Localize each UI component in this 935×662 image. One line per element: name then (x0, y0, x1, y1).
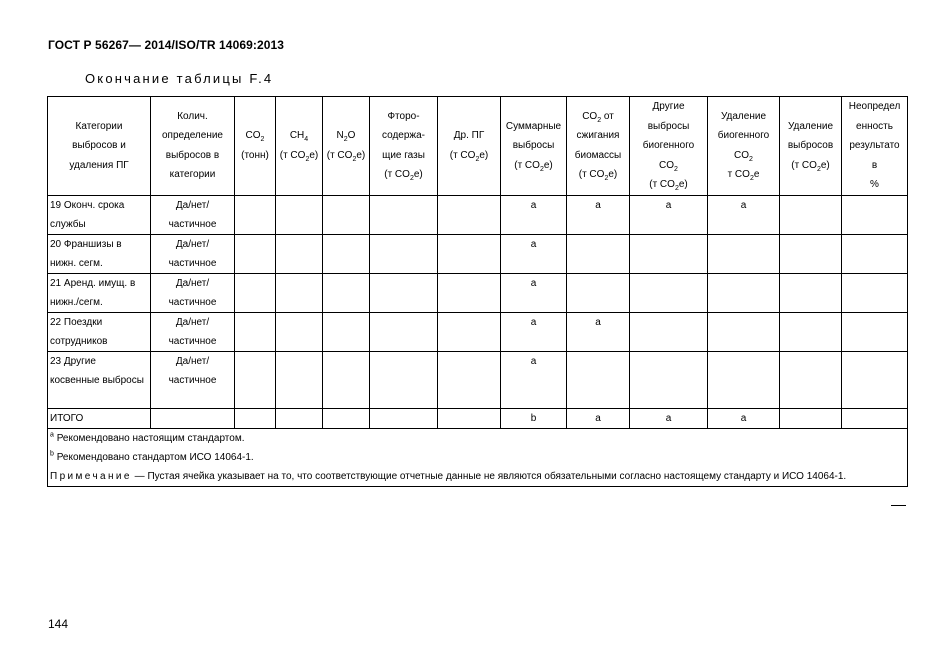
formula-text: $CO_2$ (734, 149, 753, 163)
col-header-category: Категории выбросов и удаления ПГ (48, 97, 151, 196)
value-cell (323, 351, 370, 408)
col-header-ch4 (276, 97, 323, 196)
category-cell: 20 Франшизы в нижн. сегм. (48, 234, 151, 273)
value-cell (276, 234, 323, 273)
note-text: — Пустая ячейка указывает на то, что соответствующие отчетные данные не являются обязательными согласно настоящему стандарту и ИСО 14064-1. (134, 470, 847, 482)
value-cell (780, 351, 842, 408)
value-cell (630, 273, 708, 312)
col-header-emission-removal: Удаление выбросов (т $CO_2e$) (780, 97, 842, 196)
col-header-co2: $CO_2$ (тонн) (235, 97, 276, 196)
table-row (48, 195, 908, 234)
value-cell (630, 351, 708, 408)
formula-text: $CO_2$ (245, 130, 265, 144)
quantification-cell: Да/нет/ частичное (151, 312, 235, 351)
formula-text: (т $CO_2e$) (578, 169, 618, 183)
col-header-n2o (323, 97, 370, 196)
value-cell (438, 234, 501, 273)
value-cell: a (708, 408, 780, 428)
value-cell (630, 234, 708, 273)
value-cell (323, 408, 370, 428)
value-cell (370, 312, 438, 351)
value-cell (842, 195, 908, 234)
value-cell (438, 408, 501, 428)
value-cell: a (501, 195, 567, 234)
value-cell (235, 195, 276, 234)
value-cell (842, 273, 908, 312)
value-cell (276, 351, 323, 408)
value-cell: a (630, 195, 708, 234)
formula-text: $CO_2$ (659, 159, 678, 173)
col-header-fluorinated: Фторо- содержа- щие газы (т $CO_2e$) (370, 97, 438, 196)
value-cell (708, 351, 780, 408)
table-row (48, 408, 908, 428)
value-cell: a (501, 351, 567, 408)
table-row (48, 273, 908, 312)
value-cell: a (501, 312, 567, 351)
table-row (48, 312, 908, 351)
value-cell (276, 273, 323, 312)
value-cell (842, 351, 908, 408)
formula-text: (т $CO_2e$) (326, 149, 366, 163)
formula-text: т $CO_2e$ (727, 169, 760, 183)
value-cell (708, 273, 780, 312)
value-cell (276, 408, 323, 428)
category-cell: 19 Оконч. срока службы (48, 195, 151, 234)
value-cell (567, 273, 630, 312)
value-cell (842, 408, 908, 428)
value-cell (370, 408, 438, 428)
value-cell (323, 234, 370, 273)
quantification-cell: Да/нет/ частичное (151, 195, 235, 234)
col-header-other-ghg: Др. ПГ (т $CO_2e$) (438, 97, 501, 196)
value-cell (323, 195, 370, 234)
formula-text: $CH_4$ (289, 130, 309, 144)
value-cell (630, 312, 708, 351)
category-cell: ИТОГО (48, 408, 151, 428)
formula-text: (т $CO_2e$) (384, 169, 423, 183)
category-cell: 23 Другие косвенные выбросы (48, 351, 151, 408)
value-cell (438, 351, 501, 408)
value-cell (780, 273, 842, 312)
footnote-b-row (48, 448, 908, 467)
quantification-cell: Да/нет/ частичное (151, 351, 235, 408)
value-cell (438, 195, 501, 234)
col-header-total-emissions: Суммарные выбросы (т $CO_2e$) (501, 97, 567, 196)
value-cell: a (567, 312, 630, 351)
value-cell (842, 234, 908, 273)
value-cell (370, 195, 438, 234)
value-cell (438, 273, 501, 312)
quantification-cell: Да/нет/ частичное (151, 273, 235, 312)
value-cell: a (708, 195, 780, 234)
footnote-a-row (48, 428, 908, 448)
formula-text: (т $CO_2e$) (791, 159, 830, 173)
formula-text: $N_2O$ (336, 130, 356, 144)
col-header-uncertainty: Неопредел енность результато в % (842, 97, 908, 196)
table-corner-mark (891, 505, 906, 506)
value-cell (235, 312, 276, 351)
value-cell (842, 312, 908, 351)
col-header-biomass-co2: $CO_2$ от сжигания биомассы (т $CO_2e$) (567, 97, 630, 196)
formula-text: (т $CO_2e$) (279, 149, 319, 163)
formula-text: (т $CO_2e$) (514, 159, 553, 173)
col-header-quantification: Колич. определение выбросов в категории (151, 97, 235, 196)
value-cell (235, 273, 276, 312)
value-cell (323, 273, 370, 312)
page-number: 144 (48, 617, 69, 631)
value-cell (780, 312, 842, 351)
table-caption: Окончание таблицы F.4 (85, 71, 274, 86)
value-cell (708, 234, 780, 273)
formula-text: (т $CO_2e$) (649, 179, 688, 192)
value-cell: a (501, 234, 567, 273)
quantification-cell (151, 408, 235, 428)
value-cell: b (501, 408, 567, 428)
category-cell: 22 Поездки сотрудников (48, 312, 151, 351)
value-cell: a (501, 273, 567, 312)
value-cell: a (630, 408, 708, 428)
formula-text: (т $CO_2e$) (449, 149, 489, 163)
note-label: Примечание (50, 470, 132, 482)
value-cell (235, 234, 276, 273)
value-cell: a (567, 408, 630, 428)
value-cell (780, 408, 842, 428)
value-cell (708, 312, 780, 351)
value-cell (370, 351, 438, 408)
value-cell (780, 195, 842, 234)
value-cell (567, 234, 630, 273)
value-cell (567, 351, 630, 408)
value-cell: a (567, 195, 630, 234)
note-row (48, 467, 908, 487)
value-cell (276, 195, 323, 234)
col-header-other-biogenic: Другие выбросы биогенного $CO_2$ (т $CO_2e$) (630, 97, 708, 196)
footnote-b: $^b$ Рекомендовано стандартом ИСО 14064-1. (50, 450, 254, 463)
value-cell (370, 234, 438, 273)
value-cell (235, 351, 276, 408)
category-cell: 21 Аренд. имущ. в нижн./сегм. (48, 273, 151, 312)
value-cell (438, 312, 501, 351)
table-row (48, 234, 908, 273)
value-cell (323, 312, 370, 351)
document-header: ГОСТ Р 56267— 2014/ISO/TR 14069:2013 (48, 38, 285, 52)
value-cell (235, 408, 276, 428)
quantification-cell: Да/нет/ частичное (151, 234, 235, 273)
formula-text: $CO_2$ от (582, 110, 614, 124)
col-header-biogenic-removal: Удаление биогенного $CO_2$ т $CO_2e$ (708, 97, 780, 196)
table-row (48, 351, 908, 408)
footnote-a: $^a$ Рекомендовано настоящим стандартом. (50, 431, 245, 444)
table-header-row (48, 97, 908, 196)
value-cell (276, 312, 323, 351)
emissions-table (47, 96, 908, 487)
value-cell (370, 273, 438, 312)
value-cell (780, 234, 842, 273)
